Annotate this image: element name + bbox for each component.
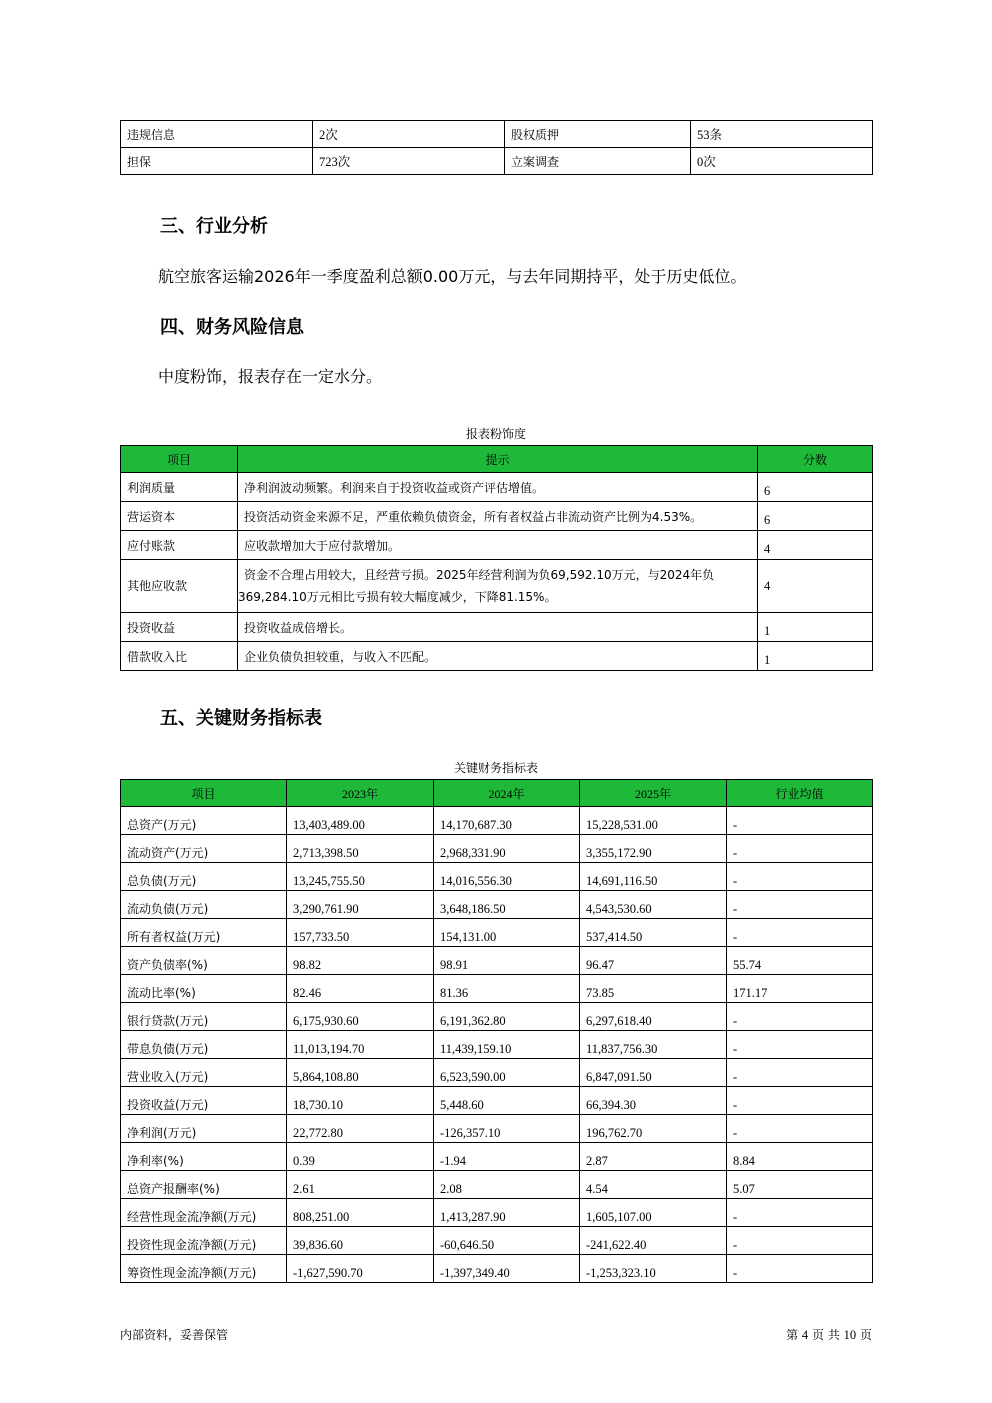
value-cell: 18,730.10 [287,1087,434,1115]
table-row [121,1227,873,1255]
value-cell: 171.17 [727,975,873,1003]
value-cell: 6,847,091.50 [580,1059,727,1087]
indicator-name-cell: 资产负债率(%) [121,947,287,975]
column-header: 2023年 [287,780,434,807]
value-cell: 0.39 [287,1143,434,1171]
value-cell: 82.46 [287,975,434,1003]
indicator-name-cell: 总资产报酬率(%) [121,1171,287,1199]
table-row [121,919,873,947]
section-heading-key-indicators: 五、关键财务指标表 [160,708,322,729]
table-row [121,502,873,531]
table-header-row [121,780,873,807]
table-row [121,1003,873,1031]
column-header: 分数 [758,446,873,473]
value-cell: 157,733.50 [287,919,434,947]
value-cell: 2,713,398.50 [287,835,434,863]
table-row [121,613,873,642]
table-row [121,1255,873,1283]
value-cell: 2,968,331.90 [434,835,580,863]
key-financial-indicators-table [120,779,873,1283]
risk-summary-table [120,120,873,175]
indicator-name-cell: 总负债(万元) [121,863,287,891]
table-cell: 2次 [313,121,505,148]
value-cell: -126,357.10 [434,1115,580,1143]
section-heading-financial-risk: 四、财务风险信息 [160,317,304,338]
value-cell: 6,191,362.80 [434,1003,580,1031]
item-cell: 其他应收款 [121,560,238,613]
table-caption: 关键财务指标表 [453,761,538,775]
section-heading-industry: 三、行业分析 [160,216,268,237]
industry-analysis-text: 航空旅客运输2026年一季度盈利总额0.00万元，与去年同期持平，处于历史低位。 [158,267,747,286]
table-row [121,473,873,502]
value-cell: 5.07 [727,1171,873,1199]
table-header-row [121,446,873,473]
value-cell: - [727,807,873,835]
value-cell: -1,253,323.10 [580,1255,727,1283]
value-cell: 14,691,116.50 [580,863,727,891]
value-cell: 14,170,687.30 [434,807,580,835]
value-cell: 11,837,756.30 [580,1031,727,1059]
value-cell: 14,016,556.30 [434,863,580,891]
indicator-name-cell: 净利率(%) [121,1143,287,1171]
value-cell: 6,297,618.40 [580,1003,727,1031]
table-row [121,560,873,613]
table-body [121,807,873,1283]
score-cell: 4 [758,531,873,560]
score-cell: 1 [758,642,873,671]
value-cell: 2.87 [580,1143,727,1171]
hint-line: 资金不合理占用较大，且经营亏损。2025年经营利润为负69,592.10万元，与2024年负 [244,568,715,582]
indicator-name-cell: 经营性现金流净额(万元) [121,1199,287,1227]
value-cell: - [727,919,873,947]
table-row [121,947,873,975]
value-cell: 22,772.80 [287,1115,434,1143]
table-row [121,642,873,671]
value-cell: 196,762.70 [580,1115,727,1143]
value-cell: 11,439,159.10 [434,1031,580,1059]
table-row [121,891,873,919]
value-cell: 1,605,107.00 [580,1199,727,1227]
table-row [121,531,873,560]
value-cell: -1,627,590.70 [287,1255,434,1283]
value-cell: - [727,1031,873,1059]
column-header: 项目 [121,780,287,807]
value-cell: 13,245,755.50 [287,863,434,891]
value-cell: 3,648,186.50 [434,891,580,919]
column-header: 2024年 [434,780,580,807]
value-cell: 4.54 [580,1171,727,1199]
item-cell: 投资收益 [121,613,238,642]
value-cell: 2.61 [287,1171,434,1199]
table-row [121,148,873,175]
table-row [121,121,873,148]
value-cell: 11,013,194.70 [287,1031,434,1059]
value-cell: 154,131.00 [434,919,580,947]
table-cell: 0次 [691,148,873,175]
value-cell: -60,646.50 [434,1227,580,1255]
value-cell: -241,622.40 [580,1227,727,1255]
table-row [121,1031,873,1059]
value-cell: - [727,1199,873,1227]
table-cell: 723次 [313,148,505,175]
value-cell: 5,448.60 [434,1087,580,1115]
indicator-name-cell: 投资性现金流净额(万元) [121,1227,287,1255]
value-cell: - [727,863,873,891]
value-cell: - [727,1059,873,1087]
score-cell: 4 [758,560,873,613]
indicator-name-cell: 银行贷款(万元) [121,1003,287,1031]
value-cell: - [727,891,873,919]
column-header: 提示 [238,446,758,473]
statement-embellishment-table [120,445,873,671]
value-cell: 81.36 [434,975,580,1003]
page-number [760,1326,872,1343]
table-row [121,975,873,1003]
indicator-name-cell: 流动资产(万元) [121,835,287,863]
value-cell: 3,355,172.90 [580,835,727,863]
value-cell: 55.74 [727,947,873,975]
hint-cell: 投资活动资金来源不足，严重依赖负债资金，所有者权益占非流动资产比例为4.53%。 [238,502,758,531]
value-cell: 5,864,108.80 [287,1059,434,1087]
financial-risk-text: 中度粉饰，报表存在一定水分。 [158,367,383,386]
hint-cell: 企业负债负担较重，与收入不匹配。 [238,642,758,671]
table-row [121,863,873,891]
item-cell: 应付账款 [121,531,238,560]
value-cell: - [727,1087,873,1115]
value-cell: - [727,1227,873,1255]
value-cell: 13,403,489.00 [287,807,434,835]
value-cell: 6,523,590.00 [434,1059,580,1087]
value-cell: 66,394.30 [580,1087,727,1115]
table-row [121,1115,873,1143]
table-row [121,1199,873,1227]
hint-line: 369,284.10万元相比亏损有较大幅度减少，下降81.15%。 [238,590,557,604]
hint-cell [238,560,758,613]
indicator-name-cell: 流动负债(万元) [121,891,287,919]
item-cell: 利润质量 [121,473,238,502]
value-cell: 537,414.50 [580,919,727,947]
indicator-name-cell: 筹资性现金流净额(万元) [121,1255,287,1283]
page-current: 4 [801,1328,809,1342]
value-cell: 1,413,287.90 [434,1199,580,1227]
item-cell: 借款收入比 [121,642,238,671]
table-row [121,1143,873,1171]
value-cell: 98.91 [434,947,580,975]
footer-confidential-note: 内部资料，妥善保管 [120,1328,229,1342]
score-cell: 1 [758,613,873,642]
page-total: 10 [843,1328,857,1342]
page-label-prefix: 第 [786,1328,799,1342]
value-cell: 15,228,531.00 [580,807,727,835]
value-cell: 96.47 [580,947,727,975]
score-cell: 6 [758,502,873,531]
indicator-name-cell: 流动比率(%) [121,975,287,1003]
indicator-name-cell: 投资收益(万元) [121,1087,287,1115]
score-cell: 6 [758,473,873,502]
value-cell: 8.84 [727,1143,873,1171]
page-label-mid: 页 共 [812,1328,840,1342]
value-cell: -1.94 [434,1143,580,1171]
value-cell: - [727,1255,873,1283]
indicator-name-cell: 净利润(万元) [121,1115,287,1143]
indicator-name-cell: 带息负债(万元) [121,1031,287,1059]
table-cell: 53条 [691,121,873,148]
value-cell: 808,251.00 [287,1199,434,1227]
column-header: 2025年 [580,780,727,807]
table-caption: 报表粉饰度 [465,427,526,441]
hint-cell: 净利润波动频繁。利润来自于投资收益或资产评估增值。 [238,473,758,502]
value-cell: - [727,1003,873,1031]
value-cell: - [727,835,873,863]
value-cell: 2.08 [434,1171,580,1199]
table-row [121,1087,873,1115]
table-cell: 股权质押 [505,121,691,148]
table-row [121,1171,873,1199]
table-row [121,807,873,835]
value-cell: 6,175,930.60 [287,1003,434,1031]
column-header: 行业均值 [727,780,873,807]
column-header: 项目 [121,446,238,473]
page-label-suffix: 页 [859,1328,872,1342]
table-cell: 违规信息 [121,121,313,148]
table-cell: 担保 [121,148,313,175]
value-cell: -1,397,349.40 [434,1255,580,1283]
value-cell: 3,290,761.90 [287,891,434,919]
table-row [121,835,873,863]
value-cell: 73.85 [580,975,727,1003]
value-cell: - [727,1115,873,1143]
indicator-name-cell: 总资产(万元) [121,807,287,835]
value-cell: 98.82 [287,947,434,975]
table-cell: 立案调查 [505,148,691,175]
indicator-name-cell: 营业收入(万元) [121,1059,287,1087]
table-row [121,1059,873,1087]
hint-cell: 投资收益成倍增长。 [238,613,758,642]
value-cell: 39,836.60 [287,1227,434,1255]
indicator-name-cell: 所有者权益(万元) [121,919,287,947]
value-cell: 4,543,530.60 [580,891,727,919]
hint-cell: 应收款增加大于应付款增加。 [238,531,758,560]
item-cell: 营运资本 [121,502,238,531]
